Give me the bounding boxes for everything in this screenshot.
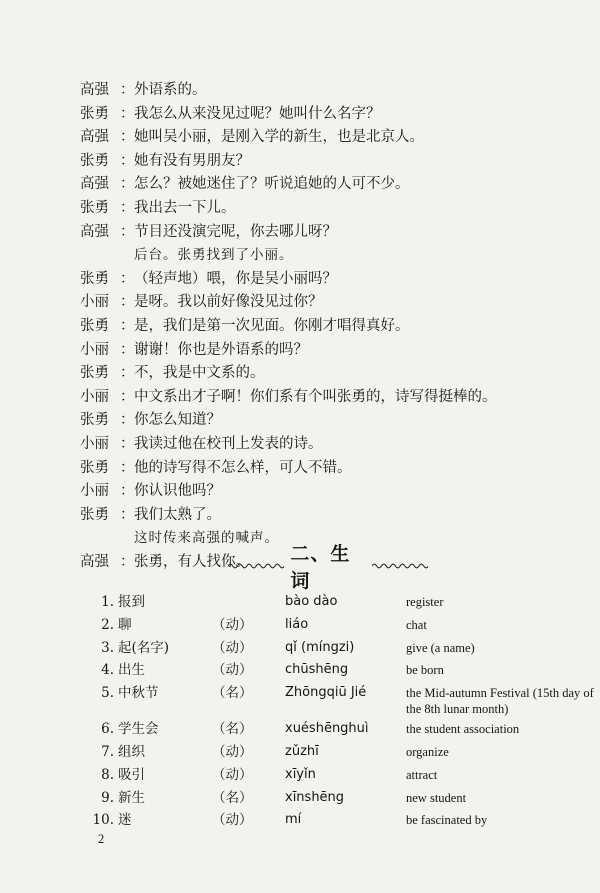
speaker-colon: ： [120,483,135,500]
vocab-pinyin: zǔzhī [285,743,319,759]
utterance-text: 她有没有男朋友？ [134,152,250,169]
vocab-part-of-speech: （动） [212,662,253,679]
speaker-name: 张勇 [80,105,109,122]
vocab-row [92,637,600,660]
vocab-pinyin: xīnshēng [285,789,345,805]
speaker-name: 高强 [80,82,109,98]
dialogue-line [80,457,550,481]
speaker-name: 小丽 [80,483,109,500]
speaker-colon: ： [120,506,135,523]
vocab-number: 3. [101,639,114,656]
speaker-name: 高强 [80,553,109,570]
speaker-colon: ： [120,270,135,287]
vocab-row [92,809,600,832]
vocab-word: 迷 [118,812,132,829]
dialogue-line [80,433,550,457]
utterance-text: 张勇，有人找你。 [134,553,250,570]
vocab-row [92,718,600,741]
utterance-text: 节目还没演完呢，你去哪儿呀？ [134,223,337,240]
wave-ornament-left-icon [228,561,284,571]
dialogue-line [80,504,550,528]
vocab-word: 中秋节 [118,685,159,702]
vocab-part-of-speech: （名） [212,789,253,806]
speaker-colon: ： [120,412,135,429]
vocab-pinyin: mí [285,812,302,828]
vocab-pinyin: xuéshēnghuì [285,721,369,737]
dialogue-line [80,291,550,315]
vocab-part-of-speech: （名） [212,721,253,738]
speaker-name: 张勇 [80,270,109,287]
vocab-english: the Mid-autumn Festival (15th day of the 8th lunar month) [406,686,594,717]
vocab-part-of-speech: （动） [212,616,253,633]
speaker-colon: ： [120,388,135,405]
vocab-word: 报到 [118,594,145,610]
dialogue-block [80,79,550,574]
vocab-english: chat [406,617,427,632]
dialogue-line [80,386,550,410]
speaker-colon: ： [120,294,135,311]
utterance-text: 是，我们是第一次见面。你刚才唱得真好。 [134,317,410,334]
vocab-word: 起(名字) [118,639,170,656]
dialogue-line [80,150,550,174]
vocab-word: 学生会 [118,721,159,738]
dialogue-line [80,480,550,504]
utterance-text: 他的诗写得不怎么样，可人不错。 [134,459,352,476]
speaker-colon: ： [120,152,135,169]
utterance-text: 你怎么知道？ [134,412,221,429]
vocab-pinyin: xīyǐn [285,766,316,782]
speaker-colon: ： [120,223,135,240]
speaker-colon: ： [120,176,135,193]
vocab-row [92,764,600,787]
page-number: 2 [98,832,105,846]
vocab-word: 新生 [118,789,145,806]
stage-direction: 后台。张勇找到了小丽。 [134,247,294,264]
vocab-number: 5. [101,685,114,702]
utterance-text: 我怎么从来没见过呢？她叫什么名字？ [134,105,381,122]
speaker-colon: ： [120,105,135,122]
utterance-text: 你认识他吗？ [134,483,221,500]
section-heading [228,543,428,592]
vocab-part-of-speech: （动） [212,766,253,783]
utterance-text: 谢谢！你也是外语系的吗？ [134,341,308,358]
speaker-colon: ： [120,82,135,98]
vocab-part-of-speech: （名） [212,685,253,702]
stage-direction: 这时传来高强的喊声。 [134,530,279,547]
speaker-colon: ： [120,341,135,358]
vocab-part-of-speech: （动） [212,812,253,829]
utterance-text: 是呀。我以前好像没见过你？ [134,294,323,311]
vocab-row [92,787,600,810]
vocab-part-of-speech: （动） [212,743,253,760]
vocab-english: organize [406,744,449,759]
utterance-text: 不，我是中文系的。 [134,365,265,382]
dialogue-line [80,126,550,150]
speaker-colon: ： [120,317,135,334]
vocab-english: be fascinated by [406,813,488,828]
vocab-english: new student [406,790,467,805]
vocabulary-list [92,591,600,832]
vocab-word: 吸引 [118,766,145,783]
speaker-name: 高强 [80,176,109,193]
speaker-name: 张勇 [80,459,109,476]
speaker-name: 小丽 [80,341,109,358]
section-title: 二、生词 [290,543,351,592]
speaker-name: 张勇 [80,506,109,523]
dialogue-line [80,197,550,221]
dialogue-line [80,103,550,127]
vocab-pinyin: liáo [285,616,309,632]
utterance-text: 我们太熟了。 [134,506,221,523]
vocab-number: 1. [101,594,114,610]
speaker-colon: ： [120,459,135,476]
dialogue-line [80,339,550,363]
speaker-name: 高强 [80,223,109,240]
vocab-row [92,591,600,614]
vocab-word: 聊 [118,616,132,633]
wave-ornament-right-icon [372,561,428,571]
utterance-text: 怎么？被她迷住了？听说追她的人可不少。 [134,176,410,193]
vocab-row [92,659,600,682]
speaker-colon: ： [120,365,135,382]
dialogue-line [80,221,550,245]
vocab-word: 组织 [118,743,145,760]
vocab-number: 7. [101,743,114,760]
dialogue-line [80,315,550,339]
vocab-number: 10. [92,812,114,829]
vocab-pinyin: bào dào [285,594,338,609]
vocab-english: the student association [406,722,520,737]
vocab-english: register [406,595,444,609]
vocab-number: 9. [101,789,114,806]
vocab-word: 出生 [118,662,145,679]
dialogue-line [80,362,550,386]
vocab-english: attract [406,767,438,782]
utterance-text: 我出去一下儿。 [134,199,236,216]
vocab-pinyin: Zhōngqiū Jié [285,685,367,701]
dialogue-line [80,79,550,103]
vocab-number: 8. [101,766,114,783]
speaker-colon: ： [120,199,135,216]
speaker-name: 张勇 [80,317,109,334]
utterance-text: 她叫吴小丽，是刚入学的新生，也是北京人。 [134,129,424,146]
speaker-colon: ： [120,553,135,570]
speaker-colon: ： [120,129,135,146]
vocab-row [92,741,600,764]
speaker-colon: ： [120,435,135,452]
utterance-text: （轻声地）喂，你是吴小丽吗？ [134,270,337,287]
dialogue-line [80,173,550,197]
vocab-row [92,614,600,637]
vocab-english: give (a name) [406,640,475,655]
utterance-text: 中文系出才子啊！你们系有个叫张勇的，诗写得挺棒的。 [134,388,497,405]
speaker-name: 小丽 [80,435,109,452]
vocab-number: 4. [101,662,114,679]
speaker-name: 张勇 [80,412,109,429]
utterance-text: 外语系的。 [134,82,207,98]
speaker-name: 小丽 [80,388,109,405]
speaker-name: 张勇 [80,365,109,382]
dialogue-line [80,409,550,433]
vocab-english: be born [406,663,444,678]
speaker-name: 小丽 [80,294,109,311]
vocab-pinyin: qǐ (míngzi) [285,639,355,655]
vocab-number: 6. [101,721,114,738]
utterance-text: 我读过他在校刊上发表的诗。 [134,435,323,452]
vocab-number: 2. [101,616,114,633]
dialogue-line [80,268,550,292]
vocab-row [92,682,600,718]
vocab-pinyin: chūshēng [285,662,349,678]
vocab-part-of-speech: （动） [212,639,253,656]
speaker-name: 张勇 [80,152,109,169]
speaker-name: 张勇 [80,199,109,216]
speaker-name: 高强 [80,129,109,146]
